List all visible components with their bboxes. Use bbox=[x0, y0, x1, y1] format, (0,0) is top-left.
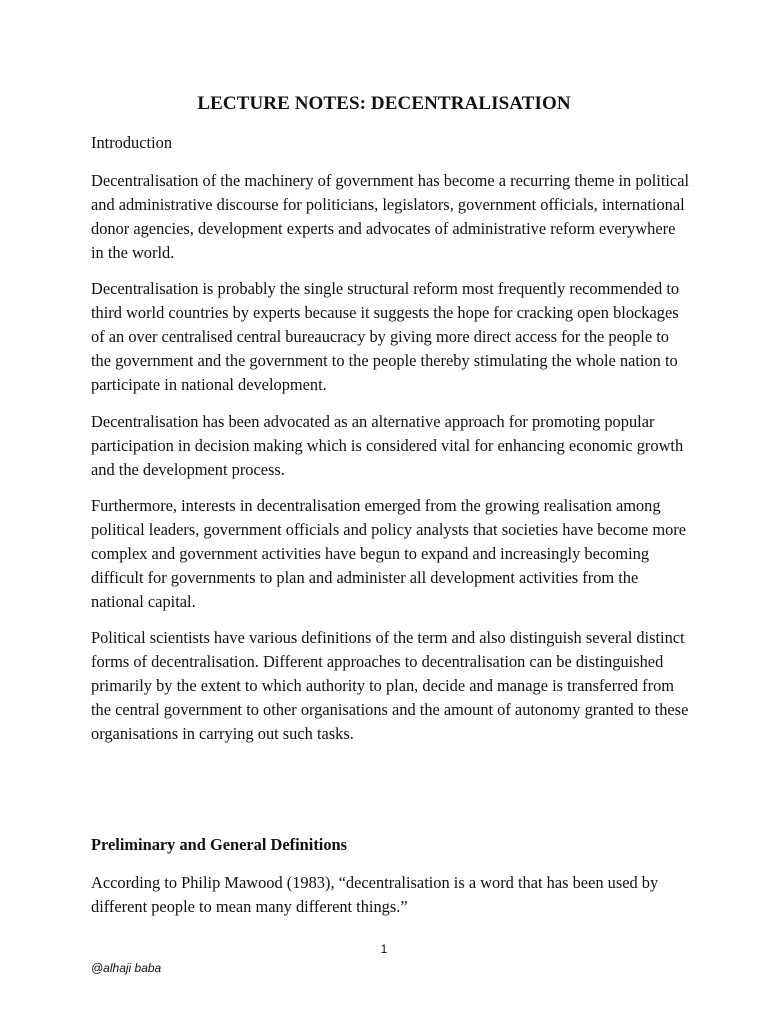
footer-author: @alhaji baba bbox=[91, 961, 162, 975]
page-number: 1 bbox=[380, 942, 388, 956]
paragraph-5: Political scientists have various definitions of the term and also distinguish several distinct forms of decentralisation. Different approaches to decentralisation can be distinguished primarily by the extent to which authority to plan, decide and manage is transferred from the central government to other organisations and the amount of autonomy granted to these organisations in carrying out such tasks. bbox=[91, 628, 689, 743]
paragraph-4: Furthermore, interests in decentralisation emerged from the growing realisation among political leaders, government officials and policy analysts that societies have become more complex and government activities have begun to expand and increasingly becoming difficult for governments to plan and administer all development activities from the national capital. bbox=[91, 496, 687, 611]
paragraph-3: Decentralisation has been advocated as an alternative approach for promoting popular participation in decision making which is considered vital for enhancing economic growth and the development process. bbox=[91, 412, 684, 479]
paragraph-1: Decentralisation of the machinery of government has become a recurring theme in political and administrative discourse for politicians, legislators, government officials, international donor agencies, development experts and advocates of administrative reform everywhere in the world. bbox=[91, 171, 690, 262]
section-heading: Preliminary and General Definitions bbox=[91, 835, 348, 854]
paragraph-2: Decentralisation is probably the single structural reform most frequently recommended to third world countries by experts because it suggests the hope for cracking open blockages of an over centralised central bureaucracy by giving more direct access for the people to the government and the government to the people thereby stimulating the whole nation to participate in national development. bbox=[91, 279, 680, 394]
definition-paragraph: According to Philip Mawood (1983), “decentralisation is a word that has been used by different people to mean many different things.” bbox=[91, 873, 659, 916]
document-title: LECTURE NOTES: DECENTRALISATION bbox=[197, 93, 571, 114]
introduction-heading: Introduction bbox=[91, 133, 173, 152]
